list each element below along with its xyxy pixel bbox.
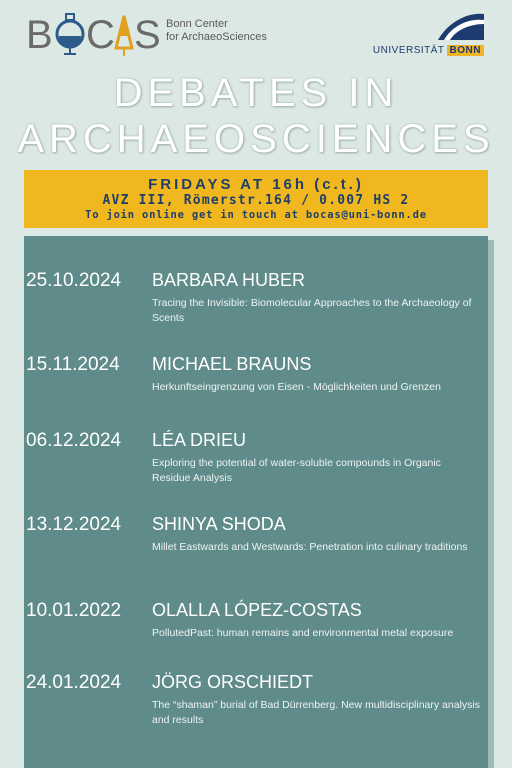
center-name-line2: for ArchaeoSciences xyxy=(166,31,267,43)
event-date: 13.12.2024 xyxy=(26,514,122,535)
event-talk: Tracing the Invisible: Biomolecular Approaches to the Archaeology of Scents xyxy=(152,297,472,324)
bocas-logo xyxy=(26,10,161,57)
header xyxy=(0,0,512,64)
event-date: 06.12.2024 xyxy=(26,430,122,451)
university-label xyxy=(373,44,484,57)
banner-online-info: To join online get in touch at bocas@uni-bonn.de xyxy=(85,209,427,221)
university-label-1: UNIVERSITÄT xyxy=(372,45,445,56)
center-name xyxy=(166,18,267,44)
event-date: 15.11.2024 xyxy=(26,354,120,375)
title-line1: DEBATES IN xyxy=(113,71,399,115)
event-speaker: OLALLA LÓPEZ-COSTAS xyxy=(152,600,362,620)
event-date: 10.01.2022 xyxy=(26,600,122,621)
event-talk: Exploring the potential of water-soluble compounds in Organic Residue Analysis xyxy=(152,457,441,484)
page-title xyxy=(0,70,512,162)
center-name-line1: Bonn Center xyxy=(166,18,228,30)
event-speaker: LÉA DRIEU xyxy=(152,430,247,450)
event-speaker: BARBARA HUBER xyxy=(152,270,306,290)
svg-text:B: B xyxy=(26,13,54,57)
panel-shadow xyxy=(488,240,494,768)
schedule-banner xyxy=(24,170,488,228)
event-speaker: JÖRG ORSCHIEDT xyxy=(152,672,314,692)
event-date: 24.01.2024 xyxy=(26,672,122,693)
banner-time: FRIDAYS AT 16h (c.t.) xyxy=(148,176,364,193)
svg-text:S: S xyxy=(134,13,161,57)
events-panel xyxy=(24,236,488,768)
event-talk: Millet Eastwards and Westwards: Penetration into culinary traditions xyxy=(152,541,468,553)
university-logo xyxy=(364,12,484,58)
university-label-2: BONN xyxy=(447,45,484,56)
event-talk: Herkunftseingrenzung von Eisen - Möglichkeiten und Grenzen xyxy=(152,381,441,393)
title-line2: ARCHAEOSCIENCES xyxy=(17,117,495,161)
university-emblem xyxy=(438,12,484,40)
event-talk: The “shaman” burial of Bad Dürrenberg. New multidisciplinary analysis and results xyxy=(152,699,480,726)
event-speaker: SHINYA SHODA xyxy=(152,514,286,534)
event-talk: PollutedPast: human remains and environmental metal exposure xyxy=(152,627,454,639)
event-date: 25.10.2024 xyxy=(26,270,122,291)
event-speaker: MICHAEL BRAUNS xyxy=(152,354,312,374)
svg-text:C: C xyxy=(86,13,115,57)
banner-location: AVZ III, Römerstr.164 / 0.007 HS 2 xyxy=(102,193,410,208)
